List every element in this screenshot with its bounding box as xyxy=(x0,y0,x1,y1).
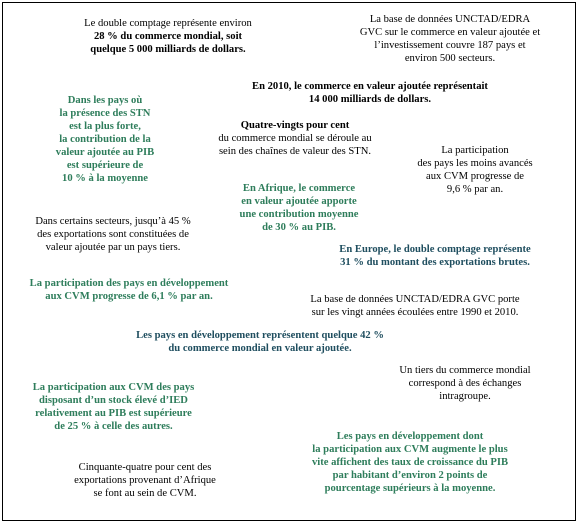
fact-line: valeur ajoutée au PIB xyxy=(55,147,155,158)
fact-developing-share xyxy=(100,329,420,355)
fact-third-country-value xyxy=(8,215,218,254)
fact-line: se font au sein de CVM. xyxy=(93,488,197,499)
fact-developing-participation xyxy=(4,277,254,303)
fact-africa-gdp xyxy=(214,182,384,234)
fact-europe-double-counting xyxy=(300,243,570,269)
fact-line: des exportations sont constituées de xyxy=(37,229,189,240)
fact-database-period xyxy=(270,293,560,319)
fact-line: sur les vingt années écoulées entre 1990 et 2010. xyxy=(311,307,519,318)
fact-line: pourcentage supérieurs à la moyenne. xyxy=(324,483,496,494)
fact-line: en valeur ajoutée apporte xyxy=(241,196,357,207)
fact-line: intragroupe. xyxy=(439,391,491,402)
fact-line: 9,6 % par an. xyxy=(446,184,504,195)
fact-line: Dans les pays où xyxy=(67,95,143,106)
fact-line: la présence des STN xyxy=(59,108,151,119)
fact-line: aux CVM progresse de xyxy=(426,171,524,182)
fact-line: l’investissement couvre 187 pays et xyxy=(374,40,526,51)
fact-ldc-participation xyxy=(400,144,550,196)
fact-line: aux CVM progresse de 6,1 % par an. xyxy=(45,291,213,302)
fact-line: 28 % du commerce mondial, soit xyxy=(93,31,243,42)
fact-line: est la plus forte, xyxy=(69,121,141,132)
fact-line: 14 000 milliards de dollars. xyxy=(308,94,432,105)
fact-line: En Europe, le double comptage représente xyxy=(339,244,531,255)
fact-line: de 25 % à celle des autres. xyxy=(54,421,173,432)
fact-line: sein des chaînes de valeur des STN. xyxy=(218,146,372,157)
fact-line: La participation des pays en développement xyxy=(29,278,229,289)
fact-line: Les pays en développement représentent quelque 42 % xyxy=(136,330,384,341)
fact-line: En 2010, le commerce en valeur ajoutée représentait xyxy=(252,81,488,92)
fact-line: relativement au PIB est supérieure xyxy=(35,408,192,419)
fact-line: La participation xyxy=(441,145,509,156)
fact-fdi-stock xyxy=(6,381,221,433)
fact-line: par habitant d’environ 2 points de xyxy=(332,470,488,481)
fact-eighty-percent xyxy=(190,119,400,158)
fact-line: 31 % du montant des exportations brutes. xyxy=(340,257,530,268)
fact-line: la contribution de la xyxy=(59,134,151,145)
fact-growth-rates xyxy=(265,430,555,495)
fact-line: La base de données UNCTAD/EDRA GVC porte xyxy=(310,294,520,305)
fact-line: valeur ajoutée par un pays tiers. xyxy=(45,242,181,253)
fact-line: la participation aux CVM augmente le plus xyxy=(312,444,508,455)
fact-line: GVC sur le commerce en valeur ajoutée et xyxy=(359,27,541,38)
fact-stn-presence xyxy=(30,94,180,185)
fact-line: du commerce mondial en valeur ajoutée. xyxy=(168,343,352,354)
fact-line: Les pays en développement dont xyxy=(336,431,484,442)
fact-line: du commerce mondial se déroule au xyxy=(218,133,372,144)
fact-line: est supérieure de xyxy=(66,160,144,171)
fact-database-coverage xyxy=(330,13,570,65)
fact-line: En Afrique, le commerce xyxy=(242,183,356,194)
fact-line: vite affichent des taux de croissance du PIB xyxy=(311,457,509,468)
fact-line: Dans certains secteurs, jusqu’à 45 % xyxy=(35,216,191,227)
fact-line: quelque 5 000 milliards de dollars. xyxy=(90,44,246,55)
fact-line: Quatre-vingts pour cent xyxy=(240,120,350,131)
fact-value-added-2010 xyxy=(200,80,540,106)
fact-line: Un tiers du commerce mondial xyxy=(399,365,531,376)
fact-line: exportations provenant d’Afrique xyxy=(74,475,216,486)
fact-line: disposant d’un stock élevé d’IED xyxy=(39,395,188,406)
fact-intragroup-trade xyxy=(375,364,555,403)
fact-line: 10 % à la moyenne xyxy=(62,173,148,184)
fact-double-counting xyxy=(58,17,278,56)
fact-africa-exports xyxy=(45,461,245,500)
fact-line: La participation aux CVM des pays xyxy=(32,382,195,393)
fact-line: une contribution moyenne xyxy=(239,209,359,220)
fact-line: de 30 % au PIB. xyxy=(262,222,336,233)
fact-line: correspond à des échanges xyxy=(408,378,522,389)
fact-line: Cinquante-quatre pour cent des xyxy=(78,462,212,473)
fact-line: Le double comptage représente environ xyxy=(84,18,252,29)
fact-line: environ 500 secteurs. xyxy=(404,53,496,64)
fact-line: des pays les moins avancés xyxy=(417,158,533,169)
fact-line: La base de données UNCTAD/EDRA xyxy=(369,14,531,25)
